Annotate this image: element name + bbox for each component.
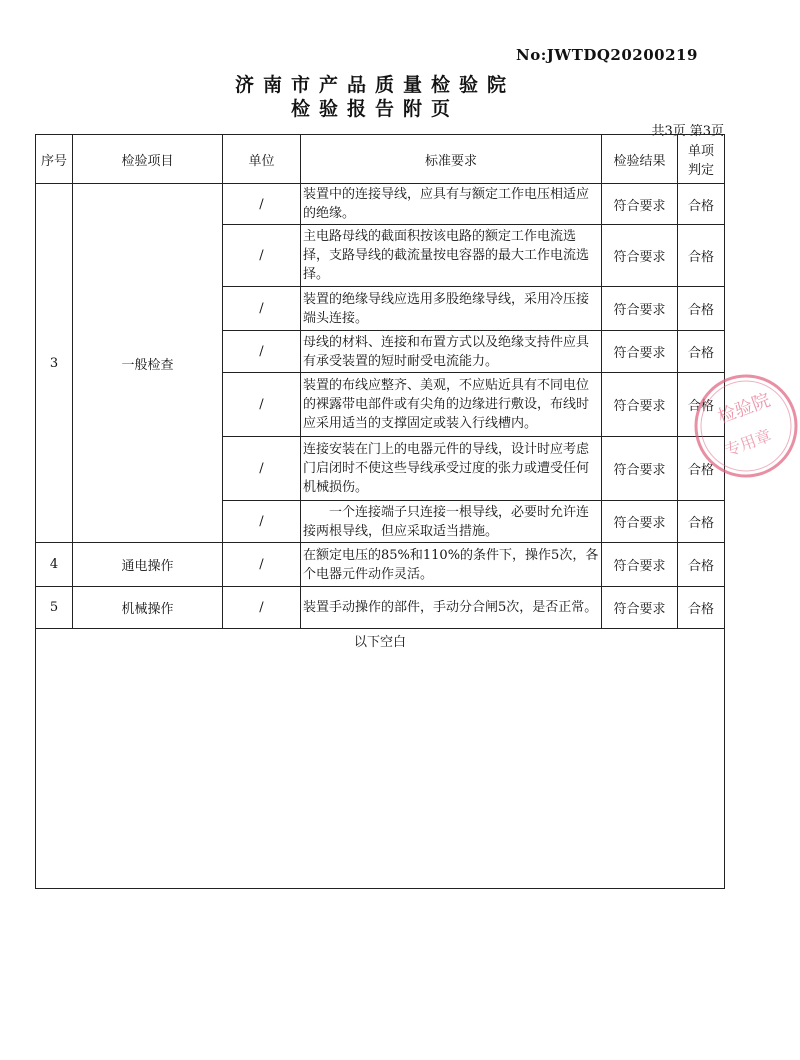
current-page: 第3页 [689,124,724,139]
institute-title: 济南市产品质量检验院 [234,74,515,96]
table-header-row [36,135,725,184]
report-subtitle: 检验报告附页 [290,98,459,120]
column-header-judgment-line1: 单项 [687,144,714,159]
judgment-cell: 合格 [678,225,725,287]
result-cell: 符合要求 [602,331,678,373]
column-header-result: 检验结果 [602,135,678,184]
result-cell: 符合要求 [602,225,678,287]
judgment-cell: 合格 [678,373,725,437]
item-cell: 通电操作 [73,543,223,587]
judgment-cell: 合格 [678,501,725,543]
unit-cell: / [223,587,301,629]
requirement-cell: 在额定电压的85%和110%的条件下，操作5次，各个电器元件动作灵活。 [301,543,602,587]
result-cell: 符合要求 [602,184,678,225]
judgment-cell: 合格 [678,587,725,629]
column-header-judgment-line2: 判定 [687,163,714,178]
total-pages: 共3页 [651,124,686,139]
judgment-cell: 合格 [678,184,725,225]
inspection-table [35,134,725,889]
result-cell: 符合要求 [602,587,678,629]
seq-cell: 3 [36,184,73,543]
blank-cell [36,629,725,889]
column-header-unit: 单位 [223,135,301,184]
column-header-requirement: 标准要求 [301,135,602,184]
table-row [36,543,725,587]
judgment-cell: 合格 [678,331,725,373]
column-header-seq: 序号 [36,135,73,184]
item-cell: 机械操作 [73,587,223,629]
judgment-cell: 合格 [678,543,725,587]
judgment-cell: 合格 [678,287,725,331]
unit-cell: / [223,373,301,437]
seq-cell: 5 [36,587,73,629]
table-row [36,184,725,225]
blank-note: 以下空白 [353,635,406,650]
result-cell: 符合要求 [602,287,678,331]
item-cell: 一般检查 [73,184,223,543]
unit-cell: / [223,184,301,225]
requirement-cell: 装置的布线应整齐、美观，不应贴近具有不同电位的裸露带电部件或有尖角的边缘进行敷设，布线时应采用适当的支撑固定或装入行线槽内。 [301,373,602,437]
requirement-cell: 装置的绝缘导线应选用多股绝缘导线，采用冷压接端头连接。 [301,287,602,331]
unit-cell: / [223,543,301,587]
requirement-cell: 一个连接端子只连接一根导线，必要时允许连接两根导线，但应采取适当措施。 [301,501,602,543]
blank-row [36,629,725,889]
report-number: No:JWTDQ20200219 [516,46,698,64]
requirement-cell: 连接安装在门上的电器元件的导线，设计时应考虑门启闭时不使这些导线承受过度的张力或遭受任何机械损伤。 [301,437,602,501]
inspection-stamp-icon [690,364,800,494]
requirement-cell: 主电路母线的截面积按该电路的额定工作电流选择，支路导线的截流量按电容器的最大工作电流选择。 [301,225,602,287]
judgment-cell: 合格 [678,437,725,501]
svg-text:专用章: 专用章 [722,425,774,460]
result-cell: 符合要求 [602,373,678,437]
unit-cell: / [223,437,301,501]
table-row [36,587,725,629]
requirement-cell: 装置手动操作的部件，手动分合闸5次，是否正常。 [301,587,602,629]
unit-cell: / [223,287,301,331]
seq-cell: 4 [36,543,73,587]
result-cell: 符合要求 [602,543,678,587]
result-cell: 符合要求 [602,437,678,501]
unit-cell: / [223,225,301,287]
unit-cell: / [223,501,301,543]
unit-cell: / [223,331,301,373]
result-cell: 符合要求 [602,501,678,543]
requirement-cell: 母线的材料、连接和布置方式以及绝缘支持件应具有承受装置的短时耐受电流能力。 [301,331,602,373]
requirement-cell: 装置中的连接导线，应具有与额定工作电压相适应的绝缘。 [301,184,602,225]
svg-text:检验院: 检验院 [715,389,774,428]
column-header-judgment [678,135,725,184]
column-header-item: 检验项目 [73,135,223,184]
